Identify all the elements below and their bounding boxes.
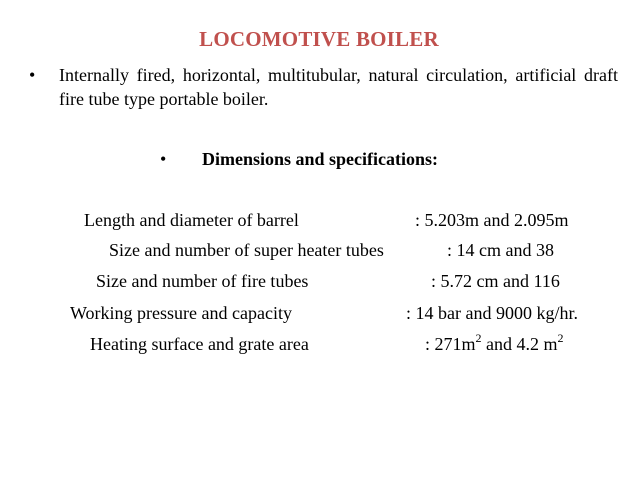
spec-value-mid: and 4.2 m: [481, 334, 558, 354]
spec-label: Working pressure and capacity: [70, 303, 292, 323]
section-heading: Dimensions and specifications:: [202, 149, 439, 169]
spec-row-working-pressure: [0, 303, 638, 327]
spec-row-barrel: [0, 210, 638, 234]
spec-value: : 5.203m and 2.095m: [415, 210, 569, 230]
spec-label: Length and diameter of barrel: [84, 210, 299, 230]
superscript: 2: [557, 331, 564, 345]
section-bullet: •: [160, 149, 167, 169]
spec-value-prefix: : 271m: [425, 334, 476, 354]
spec-label: Size and number of super heater tubes: [109, 240, 384, 260]
intro-text: Internally fired, horizontal, multitubular, natural circulation, artificial draft fire tube type portable boiler.: [59, 65, 618, 109]
spec-row-fire-tubes: [0, 271, 638, 295]
superscript: 2: [475, 331, 482, 345]
spec-label: Heating surface and grate area: [90, 334, 309, 354]
spec-label: Size and number of fire tubes: [96, 271, 309, 291]
slide-title: LOCOMOTIVE BOILER: [199, 27, 439, 51]
spec-value: : 5.72 cm and 116: [431, 271, 560, 291]
spec-row-heating-surface: [0, 331, 638, 358]
intro-bullet: •: [29, 65, 36, 85]
spec-value: : 14 cm and 38: [447, 240, 554, 260]
spec-value: [425, 331, 564, 355]
spec-row-super-heater-tubes: [0, 240, 638, 264]
spec-value: : 14 bar and 9000 kg/hr.: [406, 303, 578, 323]
